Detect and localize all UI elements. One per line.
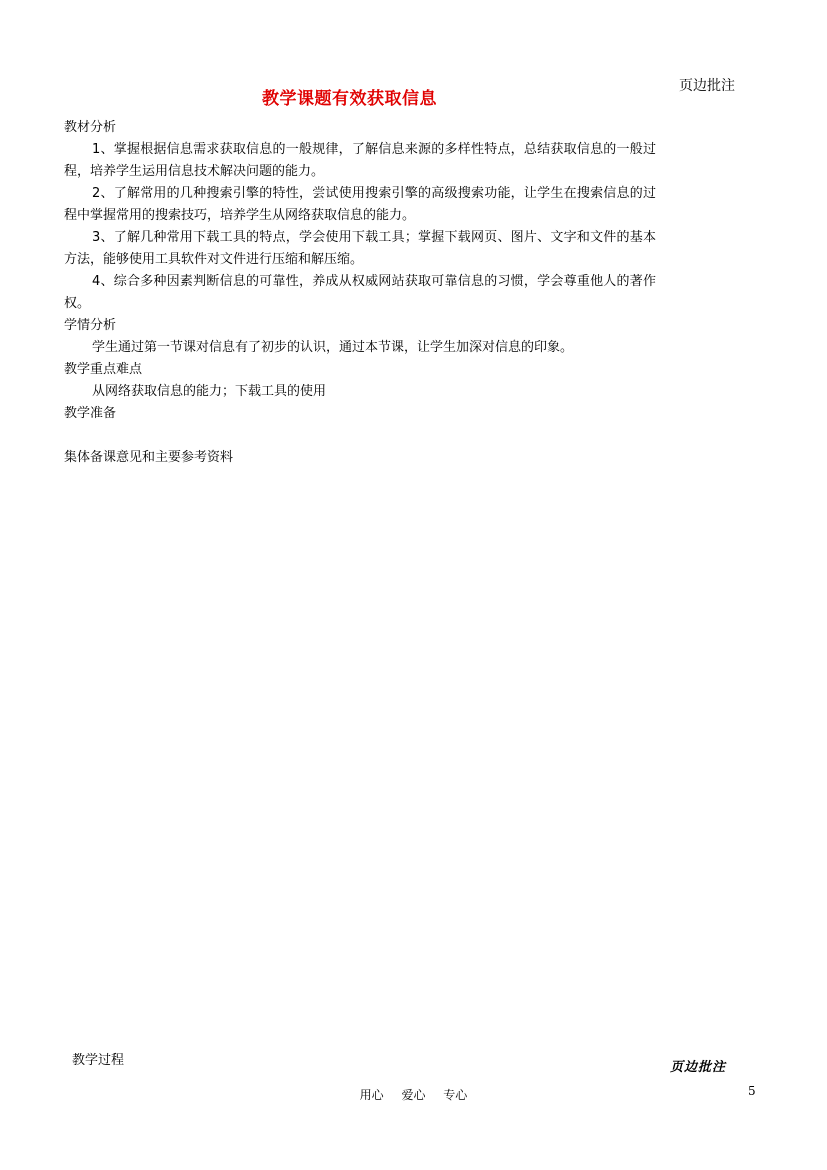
section-heading-process: 教学过程	[72, 1053, 125, 1068]
objective-item-4: 4、综合多种因素判断信息的可靠性，养成从权威网站获取可靠信息的习惯，学会尊重他人的著作权。	[64, 274, 656, 311]
objective-item-3: 3、了解几种常用下载工具的特点，学会使用下载工具；掌握下载网页、图片、文字和文件的基本方法，能够使用工具软件对文件进行压缩和解压缩。	[64, 230, 656, 267]
document-title: 教学课题有效获取信息	[262, 89, 437, 109]
preparation-blank	[64, 425, 656, 447]
margin-note-header: 页边批注	[679, 78, 735, 94]
section-heading-student-analysis: 学情分析	[64, 318, 117, 333]
margin-note-footer: 页边批注	[670, 1060, 727, 1075]
objective-item-2: 2、了解常用的几种搜索引擎的特性，尝试使用搜索引擎的高级搜索功能，让学生在搜索信息的过程中掌握常用的搜索技巧，培养学生从网络获取信息的能力。	[64, 186, 656, 223]
objective-item-1: 1、掌握根据信息需求获取信息的一般规律，了解信息来源的多样性特点，总结获取信息的一般过程，培养学生运用信息技术解决问题的能力。	[64, 142, 656, 179]
page-number: 5	[748, 1084, 756, 1098]
section-heading-key-points: 教学重点难点	[64, 362, 143, 377]
lesson-content	[64, 117, 656, 469]
key-points-text: 从网络获取信息的能力；下载工具的使用	[92, 384, 327, 399]
section-heading-references: 集体备课意见和主要参考资料	[64, 450, 234, 465]
student-analysis-text: 学生通过第一节课对信息有了初步的认识，通过本节课，让学生加深对信息的印象。	[92, 340, 574, 355]
section-heading-textbook-analysis: 教材分析	[64, 120, 117, 135]
page-footer-motto: 用心 爱心 专心	[359, 1088, 468, 1102]
section-heading-preparation: 教学准备	[64, 406, 117, 421]
